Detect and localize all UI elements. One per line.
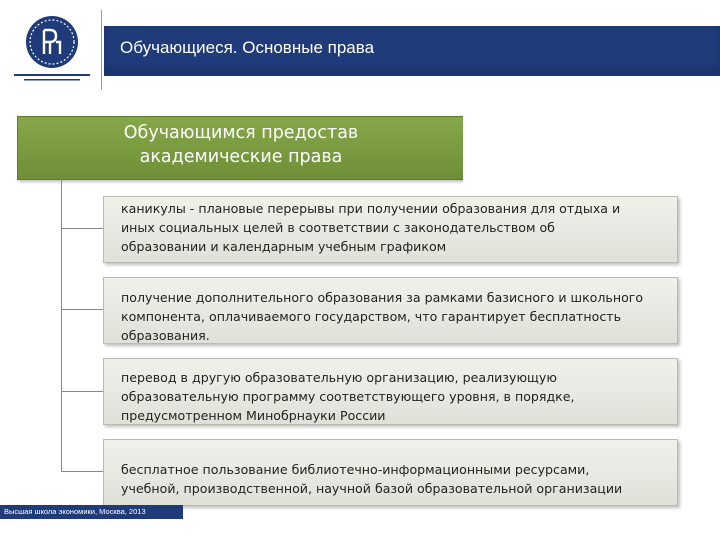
title-bar — [104, 26, 720, 76]
list-item-line: иных социальных целей в соответствии с законодательством об — [121, 220, 555, 235]
heading-line-2: академические права — [139, 147, 343, 167]
list-item — [103, 277, 678, 344]
list-item — [103, 358, 678, 425]
footer-bar — [0, 505, 183, 519]
list-item-line: образовании и календарным учебным графиком — [121, 239, 447, 254]
list-item — [103, 439, 678, 506]
list-item-line: предусмотренном Минобрнауки России — [121, 408, 386, 423]
heading-overlay — [463, 110, 720, 184]
tree-connector — [61, 178, 62, 471]
list-item-line: получение дополнительного образования за рамками базисного и школьного — [121, 290, 644, 305]
list-item-line: образовательную программу соответствующего уровня, в порядке, — [121, 389, 575, 404]
heading-line-1: Обучающимся предостав — [123, 123, 359, 143]
list-item-text — [121, 288, 671, 344]
tree-branch — [61, 228, 103, 229]
list-item-line: учебной, производственной, научной базой образовательной организации — [121, 481, 623, 496]
list-item-line: бесплатное пользование библиотечно-информационными ресурсами, — [121, 462, 590, 477]
slide-header — [0, 0, 720, 97]
tree-branch — [61, 309, 103, 310]
list-item-text — [121, 368, 671, 425]
list-item-text — [121, 460, 671, 498]
list-item — [103, 196, 678, 263]
tree-branch — [61, 471, 103, 472]
logo-divider — [101, 10, 102, 90]
tree-branch — [61, 391, 103, 392]
list-item-line: образования. — [121, 328, 210, 343]
heading-text — [18, 121, 464, 169]
list-item-line: каникулы - плановые перерывы при получении образования для отдыха и — [121, 201, 621, 216]
footer-text: Высшая школа экономики, Москва, 2013 — [4, 507, 146, 516]
list-item-line: компонента, оплачиваемого государством, что гарантирует бесплатность — [121, 309, 622, 324]
list-item-line: перевод в другую образовательную организацию, реализующую — [121, 370, 557, 385]
hse-logo — [10, 8, 100, 88]
heading-box — [17, 116, 465, 180]
page-title: Обучающиеся. Основные права — [120, 38, 375, 57]
list-item-text — [121, 199, 671, 256]
